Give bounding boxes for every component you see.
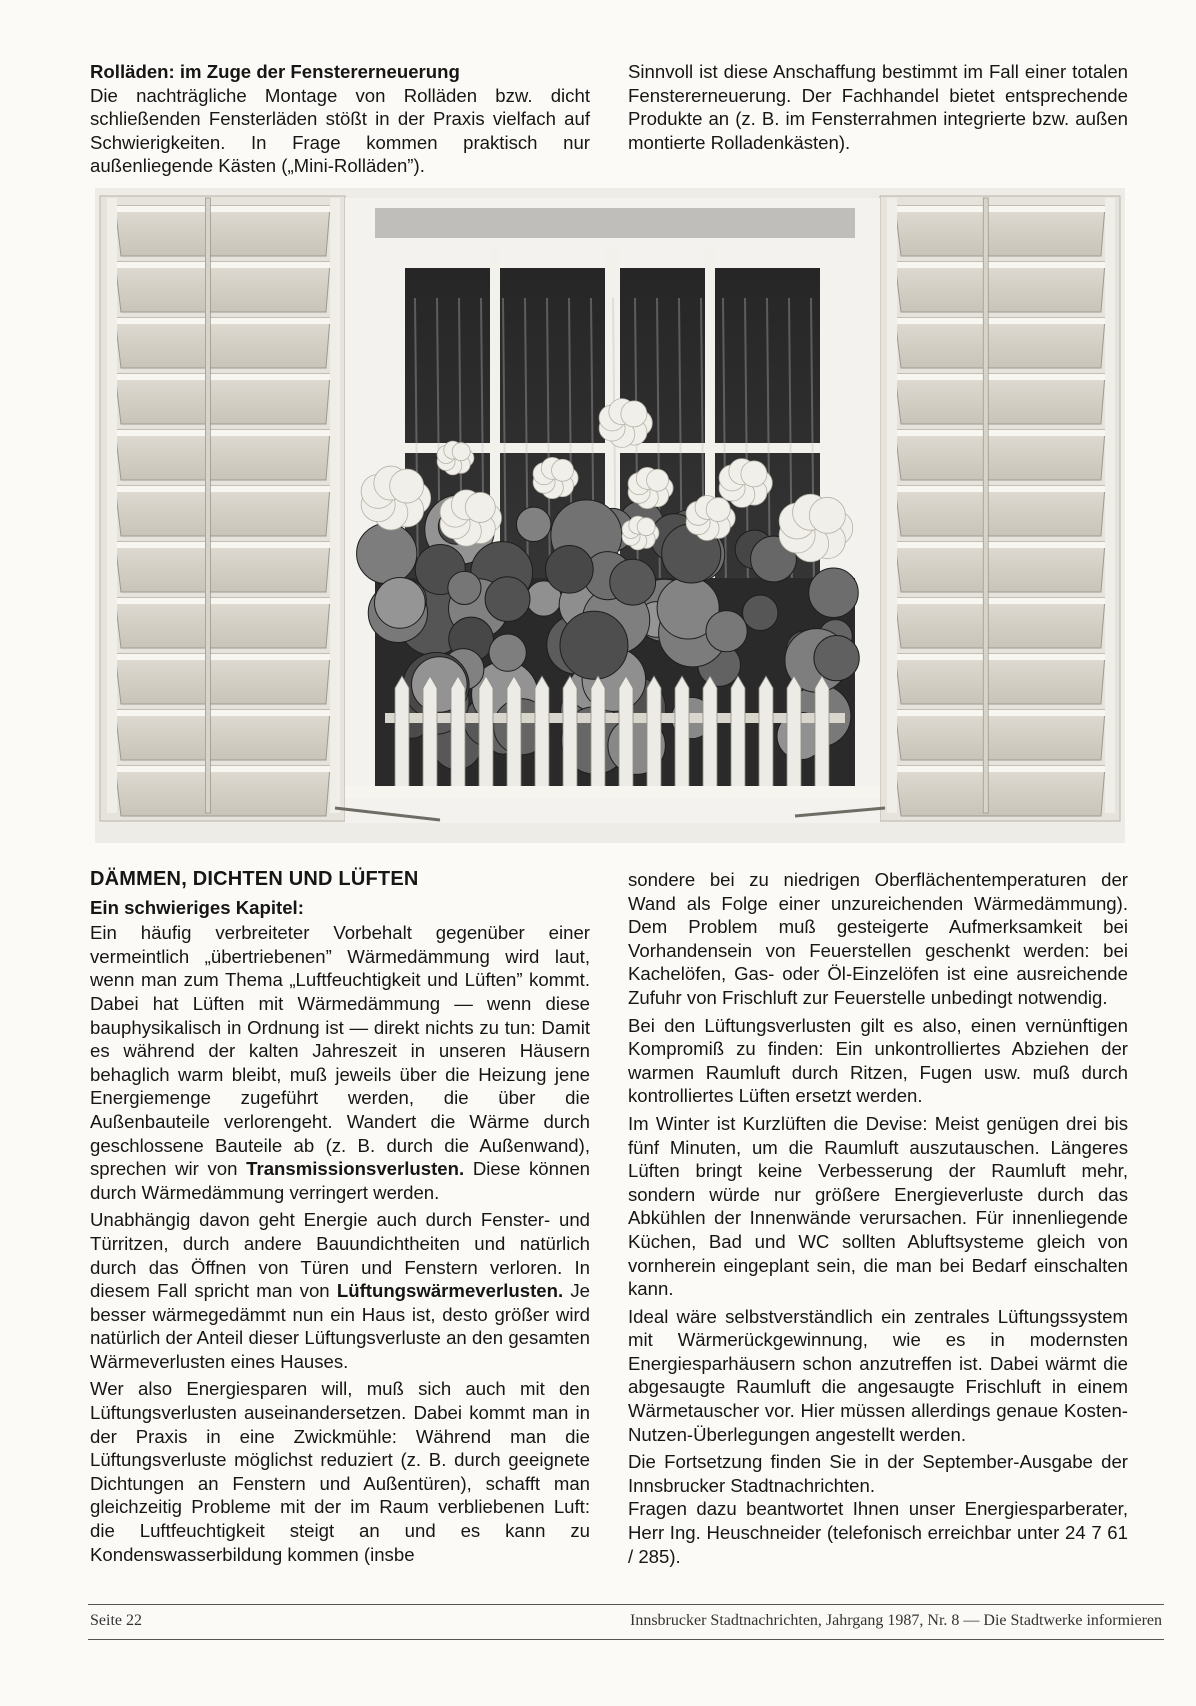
fence-picket bbox=[507, 676, 521, 788]
shutter-slat bbox=[895, 430, 1105, 480]
slat-edge bbox=[895, 206, 1105, 212]
shutter-slat bbox=[115, 542, 330, 592]
geranium-leaf bbox=[809, 568, 859, 618]
shutter-slat bbox=[115, 262, 330, 312]
slat-edge bbox=[895, 374, 1105, 380]
article-title: DÄMMEN, DICHTEN UND LÜFTEN bbox=[90, 868, 419, 890]
shutter-slat bbox=[115, 766, 330, 816]
geranium-leaf bbox=[485, 577, 530, 622]
article-left-column bbox=[90, 868, 590, 1570]
slat-edge bbox=[115, 206, 330, 212]
slat-edge bbox=[115, 542, 330, 548]
slat-edge bbox=[895, 318, 1105, 324]
intro-right-column bbox=[628, 60, 1128, 158]
geranium-leaf bbox=[610, 559, 656, 605]
shutter-slat bbox=[895, 654, 1105, 704]
slat-edge bbox=[115, 430, 330, 436]
geranium-blossom bbox=[647, 469, 669, 491]
fence-picket bbox=[479, 676, 493, 788]
slat-edge bbox=[115, 318, 330, 324]
geranium-blossom bbox=[390, 469, 424, 503]
geranium-blossom bbox=[809, 497, 845, 533]
slat-edge bbox=[115, 598, 330, 604]
left-shutter bbox=[100, 196, 345, 821]
geranium-leaf bbox=[706, 611, 747, 652]
rollladen-heading: Rolläden: im Zuge der Fenstererneuerung bbox=[90, 61, 460, 82]
geranium-leaf bbox=[374, 578, 425, 629]
slat-edge bbox=[895, 598, 1105, 604]
shutter-slat bbox=[115, 318, 330, 368]
article-paragraph: Wer also Energiesparen will, muß sich auch mit den Lüftungsverlusten auseinandersetzen. Dabei kommt man in der Praxis in eine Zwickmühle: Während man die Lüftungsverluste möglichst reduziert (z. B. durch geeignete Dichtungen an Fenstern und Außentüren), schafft man gleichzeitig Probleme mit der im Raum verbliebenen Luft: die Luftfeuchtigkeit steigt an und es kann zu Kondenswasserbildung kommen (insbe bbox=[90, 1378, 590, 1565]
window-sill bbox=[345, 786, 880, 798]
slat-edge bbox=[115, 766, 330, 772]
article-paragraph: Im Winter ist Kurzlüften die Devise: Meist genügen drei bis fünf Minuten, um die Raumluft auszutauschen. Längeres Lüften bringt keine Verbesserung der Raumluft mehr, sondern würde nur größere Energieverluste durch das Abkühlen der Innenwände verursachen. Für innenliegende Küchen, Bad und WC sollten Abluftsysteme gleich von vornherein eingeplant sein, die man bei Bedarf einschalten kann. bbox=[628, 1112, 1128, 1300]
shutter-slat bbox=[895, 374, 1105, 424]
slat-edge bbox=[895, 542, 1105, 548]
article-paragraph: sondere bei zu niedrigen Oberflächentemperaturen der Wand als Folge einer unzureichenden Wärmedämmung). Dem Problem muß gesteigerte Aufmerksamkeit bei Vorhandensein von Feuerstellen geschenkt werden: bei Kachelöfen, Gas- oder Öl-Einzelöfen ist eine ausreichende Zufuhr von Frischluft zur Feuerstelle unbedingt notwendig. bbox=[628, 869, 1128, 1008]
article-subtitle: Ein schwieriges Kapitel: bbox=[90, 896, 304, 918]
shutter-rod bbox=[205, 198, 210, 813]
article-paragraph: Unabhängig davon geht Energie auch durch Fenster- und Türritzen, durch andere Bauundichtheiten und natürlich durch das Öffnen von Türen und Fenstern verloren. In diesem Fall spricht man von Lüftungswärmeverlusten. Je besser wärmegedämmt nun ein Haus ist, desto größer wird natürlich der Anteil dieser Lüftungsverluste an den gesamten Wärmeverlusten eines Hauses. bbox=[90, 1209, 590, 1372]
slat-edge bbox=[895, 262, 1105, 268]
geranium-leaf bbox=[489, 634, 526, 671]
publication-info: Innsbrucker Stadtnachrichten, Jahrgang 1987, Nr. 8 — Die Stadtwerke informieren bbox=[630, 1612, 1162, 1629]
rollladen-text: Die nachträgliche Montage von Rolläden bzw. dicht schließenden Fensterläden stößt in der Praxis vielfach auf Schwierigkeiten. In Frage kommen praktisch nur außenliegende Kästen („Mini-Rolläden”). bbox=[90, 84, 590, 177]
fence-picket bbox=[423, 676, 437, 788]
shutter-slat bbox=[895, 710, 1105, 760]
shutter-slat bbox=[895, 486, 1105, 536]
fence-picket bbox=[787, 676, 801, 788]
shutter-slat bbox=[115, 598, 330, 648]
right-shutter bbox=[880, 196, 1120, 821]
slat-edge bbox=[115, 262, 330, 268]
shutter-stile bbox=[107, 198, 117, 813]
fence-picket bbox=[731, 676, 745, 788]
rollladen-continuation-text: Sinnvoll ist diese Anschaffung bestimmt im Fall einer totalen Fenstererneuerung. Der Fachhandel bietet entsprechende Produkte an (z. B. im Fensterrahmen integrierte bzw. außen montierte Rolladenkästen). bbox=[628, 61, 1128, 153]
fence-picket bbox=[703, 676, 717, 788]
shutter-stile bbox=[1105, 198, 1115, 813]
slat-edge bbox=[895, 430, 1105, 436]
article-right-column bbox=[628, 868, 1128, 1572]
geranium-leaf bbox=[546, 546, 594, 594]
slat-edge bbox=[895, 766, 1105, 772]
shutter-slat bbox=[895, 318, 1105, 368]
page-number: Seite 22 bbox=[90, 1612, 142, 1629]
slat-edge bbox=[895, 710, 1105, 716]
fence-picket bbox=[675, 676, 689, 788]
geranium-blossom bbox=[637, 518, 655, 536]
shutter-slat bbox=[895, 542, 1105, 592]
fence-picket bbox=[535, 676, 549, 788]
shutter-slat bbox=[115, 710, 330, 760]
shutter-stile bbox=[887, 198, 897, 813]
slat-edge bbox=[115, 710, 330, 716]
fence-picket bbox=[647, 676, 661, 788]
fence-picket bbox=[591, 676, 605, 788]
geranium-leaf bbox=[814, 635, 859, 680]
slat-edge bbox=[895, 654, 1105, 660]
slat-edge bbox=[115, 374, 330, 380]
shutter-slat bbox=[895, 262, 1105, 312]
slat-edge bbox=[115, 486, 330, 492]
shutter-slat bbox=[895, 766, 1105, 816]
geranium-leaf bbox=[448, 571, 481, 604]
fence-picket bbox=[815, 676, 829, 788]
fence-picket bbox=[395, 676, 409, 788]
geranium-leaf bbox=[560, 611, 628, 679]
geranium-blossom bbox=[621, 401, 647, 427]
geranium-blossom bbox=[552, 459, 574, 481]
geranium-blossom bbox=[741, 461, 767, 487]
page-footer bbox=[88, 1604, 1164, 1640]
article-paragraph: Ein häufig verbreiteter Vorbehalt gegenüber einer vermeintlich „übertriebenen” Wärmedämmung wird laut, wenn man zum Thema „Luftfeuchtigkeit und Lüften” kommt. Dabei hat Lüften mit Wärmedämmung — wenn diese bauphysikalisch in Ordnung ist — direkt nichts zu tun: Damit es während der kalten Jahreszeit in unseren Häusern behaglich warm bleibt, muß jeweils über die Heizung jene Energiemenge zugeführt werden, die über die Außenbauteile verlorengeht. Wandert die Wärme durch geschlossene Bauteile ab (z. B. durch die Außenwand), sprechen wir von Transmissionsverlusten. Diese können durch Wärmedämmung verringert werden. bbox=[90, 922, 590, 1203]
shutter-slat bbox=[115, 430, 330, 480]
shutter-slat bbox=[115, 206, 330, 256]
geranium-leaf bbox=[516, 507, 550, 541]
shutter-stile bbox=[330, 198, 340, 813]
shutter-slat bbox=[115, 374, 330, 424]
geranium-leaf bbox=[743, 595, 778, 630]
shutter-rod bbox=[983, 198, 988, 813]
geranium-blossom bbox=[465, 492, 495, 522]
shutter-slat bbox=[115, 486, 330, 536]
contact-paragraph: Fragen dazu beantwortet Ihnen unser Energiesparberater, Herr Ing. Heuschneider (telefonisch erreichbar unter 24 7 61 / 285). bbox=[628, 1498, 1128, 1567]
intro-left-column bbox=[90, 60, 590, 182]
slat-edge bbox=[115, 654, 330, 660]
slat-edge bbox=[895, 486, 1105, 492]
window-photo bbox=[95, 188, 1125, 843]
window-lintel bbox=[375, 208, 855, 238]
fence-picket bbox=[563, 676, 577, 788]
article-paragraph: Bei den Lüftungsverlusten gilt es also, einen vernünftigen Kompromiß zu finden: Ein unkontrolliertes Abziehen der warmen Raumluft durch Ritzen, Fugen usw. muß durch kontrolliertes Lüften ersetzt werden. bbox=[628, 1014, 1128, 1107]
geranium-leaf bbox=[357, 523, 417, 583]
article-paragraph: Ideal wäre selbstverständlich ein zentrales Lüftungssystem mit Wärmerückgewinnung, wie es in modernsten Energiesparhäusern schon anzutreffen ist. Dabei wärmt die abgesaugte Raumluft die angesaugte Frischluft in einem Wärmetauscher vor. Hier müssen allerdings genaue Kosten-Nutzen-Überlegungen angestellt werden. bbox=[628, 1305, 1128, 1445]
geranium-blossom bbox=[706, 498, 730, 522]
shutter-slat bbox=[115, 654, 330, 704]
fence-picket bbox=[759, 676, 773, 788]
fence-picket bbox=[619, 676, 633, 788]
shutter-slat bbox=[895, 598, 1105, 648]
fence-picket bbox=[451, 676, 465, 788]
geranium-blossom bbox=[452, 443, 470, 461]
article-paragraph: Die Fortsetzung finden Sie in der September-Ausgabe der Innsbrucker Stadtnachrichten. bbox=[628, 1451, 1128, 1496]
shutter-slat bbox=[895, 206, 1105, 256]
